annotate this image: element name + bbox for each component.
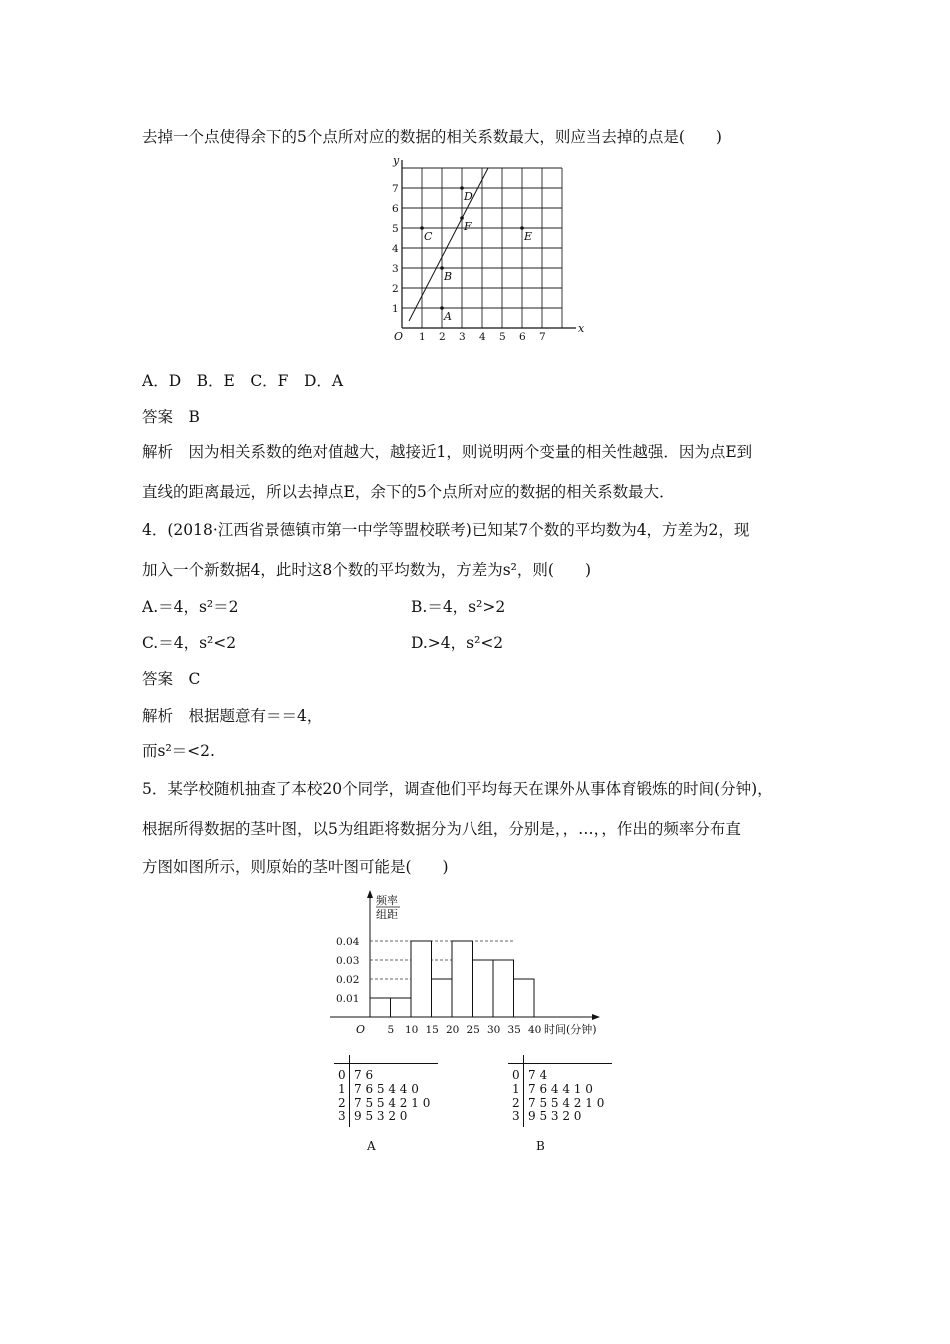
stem-leaf-a-leaves-1: 7 6 5 4 4 0 [354,1082,419,1096]
hist-y-label-top: 频率 [376,894,398,907]
stem-leaf-a-stem-1: 1 [338,1082,346,1096]
stem-leaf-a-leaves-2: 7 5 5 4 2 1 0 [354,1096,431,1110]
x-tick-label: 6 [519,331,526,343]
stem-leaf-a-divider [349,1055,350,1127]
x-tick-label: 7 [539,331,546,343]
q4-option-c: C.＝4，s²<2 [142,634,237,652]
stem-leaf-a-caption: A [367,1139,376,1153]
q4-answer: 答案 C [142,670,201,688]
point-label-c: C [424,230,433,243]
q3-answer: 答案 B [142,408,200,426]
q4-analysis-line2: 而s²＝<2. [142,742,215,760]
stem-leaf-b-leaves-1: 7 6 4 4 1 0 [528,1082,593,1096]
stem-leaf-b-stem-0: 0 [512,1068,520,1082]
x-axis-label: x [578,322,585,335]
hist-bar [370,998,391,1017]
q3-analysis-line1: 解析 因为相关系数的绝对值越大，越接近1，则说明两个变量的相关性越强．因为点E到 [142,443,753,461]
q5-stem-line3: 方图如图所示，则原始的茎叶图可能是( ) [142,858,449,876]
hist-x-tick-label: 40 [528,1024,542,1036]
q4-option-a: A.＝4，s²＝2 [142,598,239,616]
stem-leaf-b-stem-2: 2 [512,1096,520,1110]
hist-y-tick-label: 0.02 [336,974,360,986]
hist-y-tick-label: 0.04 [336,936,360,948]
y-tick-label: 4 [392,243,399,255]
hist-y-label-bottom: 组距 [376,908,398,921]
hist-x-tick-label: 30 [487,1024,501,1036]
y-axis-label: y [393,154,400,167]
stem-leaf-a-leaves-0: 7 6 [354,1068,374,1082]
point-label-a: A [444,310,452,323]
stem-leaf-b-stem-1: 1 [512,1082,520,1096]
stem-leaf-a-stem-0: 0 [338,1068,346,1082]
hist-bar [391,998,412,1017]
point-label-e: E [524,230,533,243]
stem-leaf-a-leaves-3: 9 5 3 2 0 [354,1109,408,1123]
hist-bar [411,941,432,1017]
hist-y-arrow [367,890,373,898]
stem-leaf-a-stem-2: 2 [338,1096,346,1110]
y-tick-label: 1 [392,303,399,315]
stem-leaf-b-stem-3: 3 [512,1109,520,1123]
y-tick-label: 5 [392,223,399,235]
point-label-b: B [444,270,453,283]
hist-x-tick-label: 10 [405,1024,419,1036]
q3-analysis-line2: 直线的距离最远，所以去掉点E，余下的5个点所对应的数据的相关系数最大． [142,483,675,501]
hist-x-tick-label: 25 [466,1024,480,1036]
stem-leaf-b-leaves-2: 7 5 5 4 2 1 0 [528,1096,605,1110]
point-label-f: F [464,220,472,233]
q5-stem-line2: 根据所得数据的茎叶图，以5为组距将数据分为八组，分别是，，…，，作出的频率分布直 [142,820,741,838]
hist-y-tick-label: 0.03 [336,955,360,967]
q4-stem-line1: 4．(2018·江西省景德镇市第一中学等盟校联考)已知某7个数的平均数为4，方差为2，现 [142,521,750,539]
hist-x-tick-label: 20 [446,1024,460,1036]
q4-analysis-line1: 解析 根据题意有＝＝4， [142,707,323,725]
hist-bar [493,960,514,1017]
hist-y-tick-label: 0.01 [336,993,360,1005]
hist-bar [452,941,473,1017]
fitted-line [409,168,488,321]
stem-leaf-b-caption: B [536,1139,545,1153]
hist-x-tick-label: 15 [425,1024,439,1036]
q3-options: A．D B．E C．F D．A [142,372,344,390]
x-tick-label: 4 [479,331,486,343]
y-tick-label: 2 [392,283,399,295]
q4-option-b: B.＝4，s²>2 [411,598,506,616]
x-tick-label: 1 [419,331,426,343]
hist-bar [473,960,494,1017]
x-tick-label: 5 [499,331,506,343]
stem-leaf-a-stem-3: 3 [338,1109,346,1123]
point-label-d: D [464,190,473,203]
x-tick-label: 2 [439,331,446,343]
stem-leaf-a [334,1055,444,1155]
question-intro: 去掉一个点使得余下的5个点所对应的数据的相关系数最大，则应当去掉的点是( ) [142,128,722,146]
hist-bar [514,979,535,1017]
hist-origin-label: O [356,1023,366,1036]
stem-leaf-b-divider [523,1055,524,1127]
hist-bar [432,979,453,1017]
scatter-plot [375,154,585,345]
frequency-histogram [330,888,630,1038]
y-tick-label: 3 [392,263,399,275]
stem-leaf-b [508,1055,618,1155]
origin-label: O [394,330,404,343]
stem-leaf-b-leaves-3: 9 5 3 2 0 [528,1109,582,1123]
stem-leaf-b-leaves-0: 7 4 [528,1068,548,1082]
y-tick-label: 7 [392,183,399,195]
x-tick-label: 3 [459,331,466,343]
y-tick-label: 6 [392,203,399,215]
q4-option-d: D.>4，s²<2 [411,634,504,652]
q4-stem-line2: 加入一个新数据4，此时这8个数的平均数为，方差为s²，则( ) [142,561,591,579]
hist-x-tick-label: 35 [507,1024,521,1036]
hist-x-tick-label: 5 [387,1024,395,1036]
hist-x-arrow [592,1014,600,1020]
q5-stem-line1: 5．某学校随机抽查了本校20个同学，调查他们平均每天在课外从事体育锻炼的时间(分钟)， [142,780,773,798]
hist-x-axis-label: 时间(分钟) [544,1023,597,1036]
